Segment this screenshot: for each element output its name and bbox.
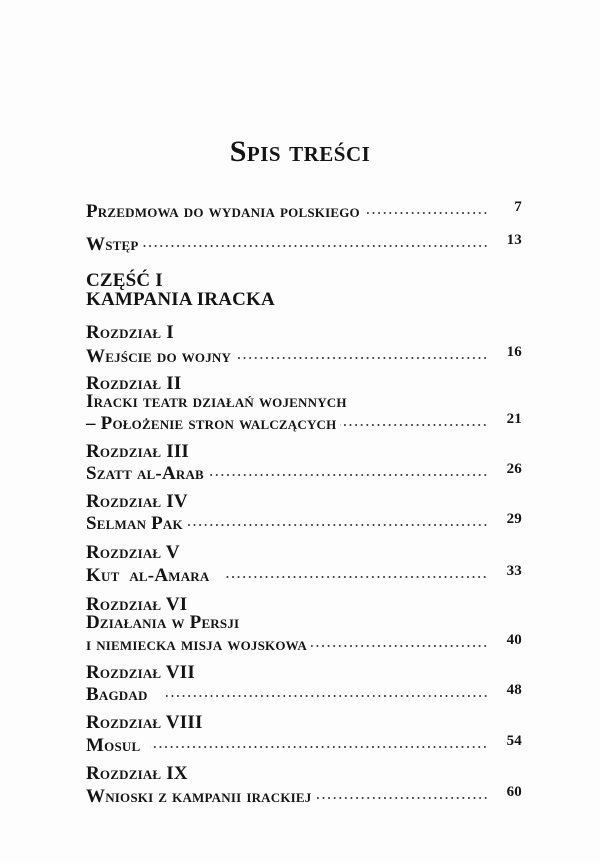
toc-page-number: 40 [506, 632, 522, 648]
chapter-heading: Rozdział III [86, 441, 190, 462]
toc-entry-label: Kut al-Amara [86, 565, 210, 586]
toc-entry-chapter-7[interactable] [86, 681, 522, 705]
toc-entry-label: i niemiecka misja wojskowa [86, 634, 307, 655]
toc-entry-chapter-3[interactable] [86, 460, 522, 484]
toc-page-number: 13 [506, 232, 522, 248]
toc-page-number: 26 [506, 461, 522, 477]
dot-leader [208, 460, 488, 479]
dot-leader [143, 231, 488, 250]
toc-entry-label: – Położenie stron walczących [86, 413, 337, 434]
dot-leader [316, 783, 489, 802]
toc-entry-label: Szatt al-Arab [86, 463, 204, 484]
page-title: Spis treści [229, 135, 371, 168]
toc-entry-preface[interactable] [86, 198, 522, 222]
toc-entry-label: Bagdad [86, 684, 148, 705]
toc-page-number: 54 [506, 733, 522, 749]
chapter-heading: Rozdział IV [86, 491, 188, 512]
toc-entry-label: Przedmowa do wydania polskiego [86, 201, 360, 222]
toc-entry-chapter-5[interactable] [86, 562, 522, 586]
toc-entry-label: Wnioski z kampanii irackiej [86, 786, 312, 807]
toc-page-number: 21 [506, 411, 522, 427]
chapter-heading: Rozdział VII [86, 662, 195, 683]
toc-entry-chapter-2[interactable] [86, 410, 522, 434]
dot-leader [311, 631, 488, 650]
toc-entry-label: Mosul [86, 735, 141, 756]
dot-leader [223, 562, 488, 581]
chapter-heading: Rozdział V [86, 542, 180, 563]
dot-leader [187, 510, 488, 529]
toc-entry-chapter-8[interactable] [86, 732, 522, 756]
toc-page-number: 48 [506, 682, 522, 698]
toc-page-number: 16 [506, 344, 522, 360]
toc-entry-label: Iracki teatr działań wojennych [86, 391, 347, 412]
toc-entry-label: Wejście do wojny [86, 346, 232, 367]
toc-page-number: 33 [506, 563, 522, 579]
chapter-heading: Rozdział IX [86, 763, 188, 784]
toc-page-number: 60 [506, 784, 522, 800]
dot-leader [162, 681, 488, 700]
dot-leader [235, 343, 488, 362]
dot-leader [340, 410, 488, 429]
toc-entry-chapter-1[interactable] [86, 343, 522, 367]
toc-entry-chapter-6[interactable] [86, 631, 522, 655]
toc-entry-label: Wstęp [86, 234, 139, 255]
toc-entry-chapter-9[interactable] [86, 783, 522, 807]
toc-entry-chapter-4[interactable] [86, 510, 522, 534]
dot-leader [150, 732, 488, 751]
toc-page-number: 7 [514, 199, 522, 215]
chapter-heading: Rozdział VI [86, 594, 188, 615]
toc-entry-label: Selman Pak [86, 513, 183, 534]
chapter-heading: Rozdział I [86, 322, 174, 343]
chapter-heading: Rozdział VIII [86, 712, 203, 733]
chapter-heading: Rozdział II [86, 373, 182, 394]
toc-entry-label: Działania w Persji [86, 612, 240, 633]
part-number: CZĘŚĆ I [86, 270, 163, 291]
dot-leader [364, 198, 488, 217]
part-title: KAMPANIA IRACKA [86, 289, 275, 310]
toc-entry-introduction[interactable] [86, 231, 522, 255]
toc-page-number: 29 [506, 511, 522, 527]
